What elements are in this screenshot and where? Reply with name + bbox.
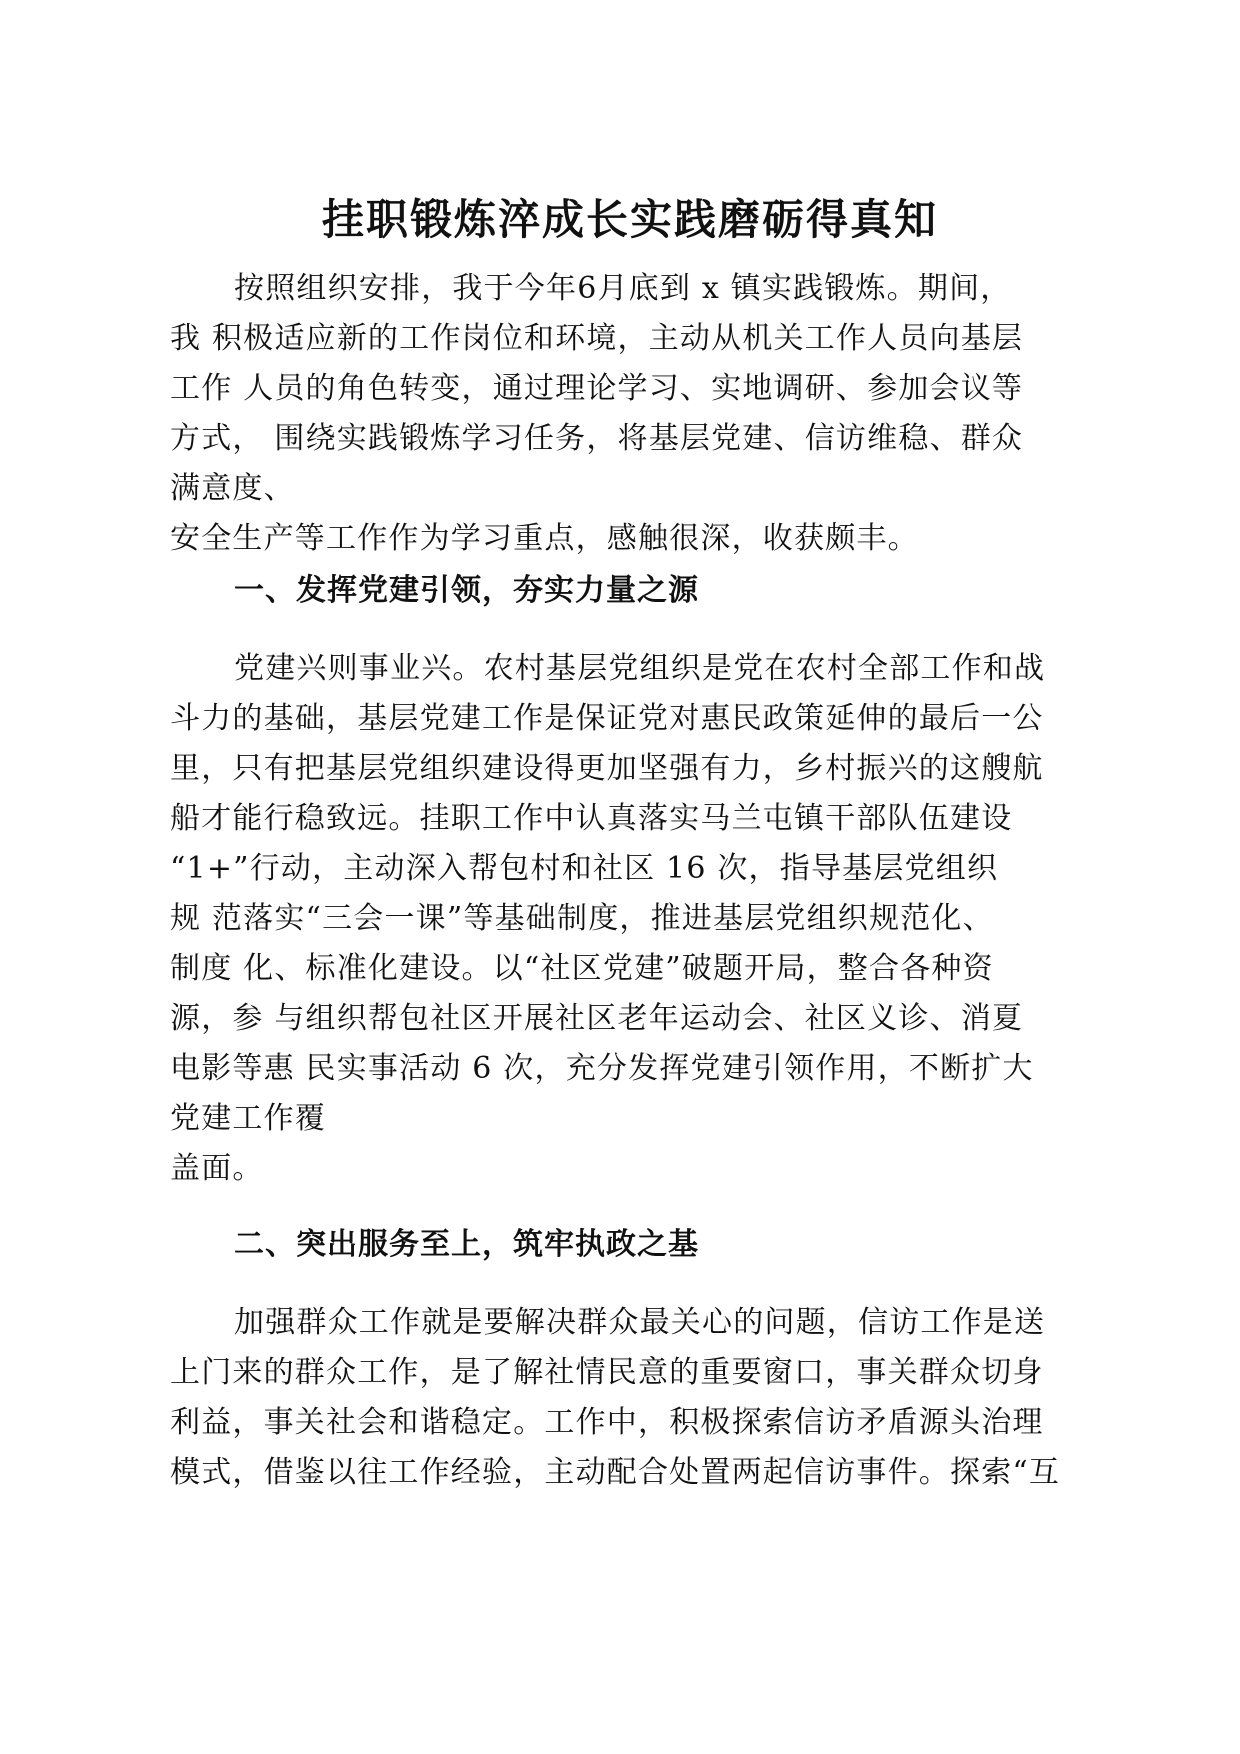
paragraph-line: 工作 人员的角色转变，通过理论学习、实地调研、参加会议等 <box>170 371 1024 406</box>
paragraph-line: 制度 化、标准化建设。以“社区党建”破题开局，整合各种资 <box>170 951 994 986</box>
intro-paragraph <box>170 264 1090 564</box>
paragraph-line: 党建工作覆 <box>170 1101 326 1136</box>
paragraph-line: 模式，借鉴以往工作经验，主动配合处置两起信访事件。探索“互 <box>170 1455 1061 1490</box>
section-heading: 一、发挥党建引领，夯实力量之源 <box>234 573 699 608</box>
paragraph-line: 斗力的基础，基层党建工作是保证党对惠民政策延伸的最后一公 <box>170 701 1044 736</box>
paragraph-line: 加强群众工作就是要解决群众最关心的问题，信访工作是送 <box>234 1305 1046 1340</box>
paragraph-line: 电影等惠 民实事活动 6 次，充分发挥党建引领作用，不断扩大 <box>170 1051 1034 1086</box>
paragraph-line: 盖面。 <box>170 1151 264 1186</box>
paragraph-line: 方式， 围绕实践锻炼学习任务，将基层党建、信访维稳、群众 <box>170 421 1024 456</box>
paragraph-line: 利益，事关社会和谐稳定。工作中，积极探索信访矛盾源头治理 <box>170 1405 1044 1440</box>
section-paragraph <box>170 1298 1090 1498</box>
paragraph-line: 满意度、 <box>170 471 295 506</box>
paragraph-line: 源，参 与组织帮包社区开展社区老年运动会、社区义诊、消夏 <box>170 1001 1024 1036</box>
paragraph-line: 规 范落实“三会一课”等基础制度，推进基层党组织规范化、 <box>170 901 994 936</box>
paragraph-line: 上门来的群众工作，是了解社情民意的重要窗口，事关群众切身 <box>170 1355 1044 1390</box>
section-paragraph <box>170 644 1090 1194</box>
document-title: 挂职锻炼淬成长实践磨砺得真知 <box>321 195 938 244</box>
paragraph-line: 里，只有把基层党组织建设得更加坚强有力，乡村振兴的这艘航 <box>170 751 1044 786</box>
paragraph-line: 按照组织安排，我于今年6月底到 x 镇实践锻炼。期间， <box>234 271 1012 306</box>
paragraph-line: 安全生产等工作作为学习重点，感触很深，收获颇丰。 <box>170 521 919 556</box>
document-page <box>170 190 1090 1498</box>
paragraph-line: “1+”行动，主动深入帮包村和社区 16 次，指导基层党组织 <box>170 851 999 886</box>
section-heading: 二、突出服务至上，筑牢执政之基 <box>234 1227 699 1262</box>
paragraph-line: 我 积极适应新的工作岗位和环境，主动从机关工作人员向基层 <box>170 321 1024 356</box>
paragraph-line: 党建兴则事业兴。农村基层党组织是党在农村全部工作和战 <box>234 651 1046 686</box>
paragraph-line: 船才能行稳致远。挂职工作中认真落实马兰屯镇干部队伍建设 <box>170 801 1013 836</box>
